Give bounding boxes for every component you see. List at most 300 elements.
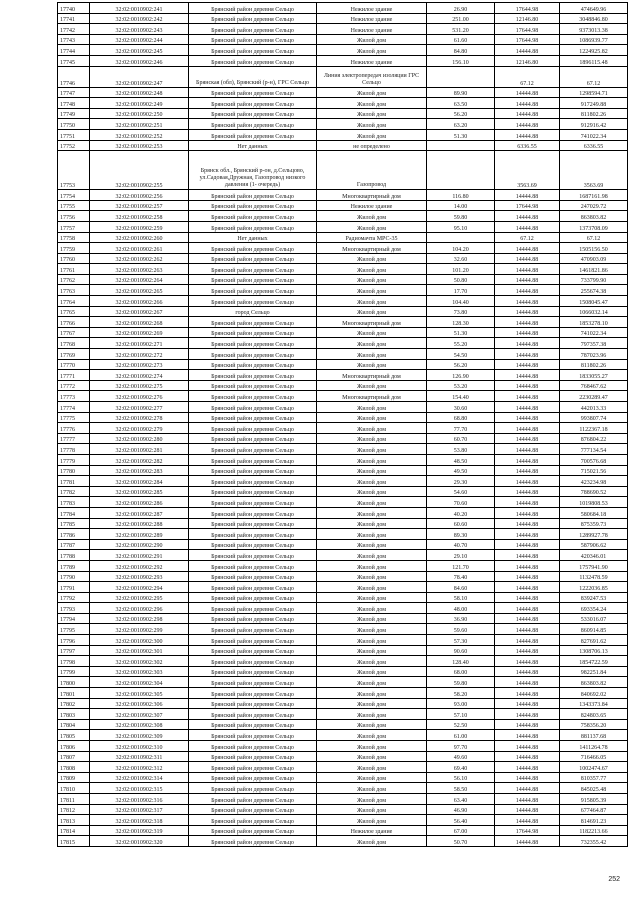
cell-row-number: 17759 [58,243,90,254]
cell-object-type: Жилой дом [317,550,427,561]
cell-area: 70.60 [427,497,495,508]
cell-cadastral-number: 32:02:0010902:301 [90,645,189,656]
cell-area: 154.40 [427,391,495,402]
cell-specific-value: 14444.88 [495,444,560,455]
cell-address: Брянский район деревня Сельцо [189,730,317,741]
cell-address: Брянский район деревня Сельцо [189,804,317,815]
cell-object-type: Радиомачта МРС-35 [317,232,427,243]
cell-specific-value: 14444.88 [495,349,560,360]
cell-cadastral-number: 32:02:0010902:316 [90,793,189,804]
cell-row-number: 17774 [58,402,90,413]
cell-area: 251.00 [427,13,495,24]
cell-area: 121.70 [427,560,495,571]
cell-specific-value: 14444.88 [495,793,560,804]
cell-row-number: 17763 [58,285,90,296]
cell-cadastral-value: 1411264.78 [560,741,628,752]
table-row [58,285,628,296]
cell-row-number: 17802 [58,698,90,709]
cell-cadastral-value: 587906.62 [560,539,628,550]
cell-specific-value: 14444.88 [495,359,560,370]
cell-specific-value: 12146.80 [495,13,560,24]
cell-specific-value: 14444.88 [495,243,560,254]
cell-row-number: 17789 [58,560,90,571]
cell-row-number: 17815 [58,836,90,847]
cell-row-number: 17797 [58,645,90,656]
table-row [58,349,628,360]
cell-address: Брянский район деревня Сельцо [189,243,317,254]
cell-cadastral-value: 1343373.84 [560,698,628,709]
cell-cadastral-value: 839247.53 [560,592,628,603]
cell-specific-value: 14444.88 [495,698,560,709]
table-row [58,582,628,593]
cell-object-type: Жилой дом [317,751,427,762]
cell-area: 59.60 [427,624,495,635]
cell-cadastral-number: 32:02:0010902:265 [90,285,189,296]
cell-address: Брянский район деревня Сельцо [189,338,317,349]
cell-row-number: 17801 [58,688,90,699]
cell-cadastral-value: 912916.42 [560,119,628,130]
cell-object-type: Жилой дом [317,476,427,487]
cell-cadastral-number: 32:02:0010902:300 [90,635,189,646]
cell-row-number: 17748 [58,98,90,109]
cell-cadastral-number: 32:02:0010902:291 [90,550,189,561]
table-row [58,274,628,285]
cell-object-type: Жилой дом [317,359,427,370]
cell-object-type: Жилой дом [317,762,427,773]
cell-object-type: Жилой дом [317,338,427,349]
cell-object-type: Жилой дом [317,677,427,688]
cell-cadastral-number: 32:02:0010902:242 [90,13,189,24]
cell-row-number: 17788 [58,550,90,561]
cell-object-type: Жилой дом [317,306,427,317]
table-row [58,34,628,45]
cell-specific-value: 14444.88 [495,804,560,815]
cell-cadastral-value: 423234.98 [560,476,628,487]
cell-address: Брянский район деревня Сельцо [189,221,317,232]
cell-area: 32.60 [427,253,495,264]
cell-object-type: Жилой дом [317,412,427,423]
cell-row-number: 17787 [58,539,90,550]
cell-cadastral-number: 32:02:0010902:271 [90,338,189,349]
cell-area: 97.70 [427,741,495,752]
cell-cadastral-number: 32:02:0010902:264 [90,274,189,285]
cell-row-number: 17753 [58,151,90,190]
cell-cadastral-number: 32:02:0010902:303 [90,666,189,677]
cell-address: Брянский район деревня Сельцо [189,34,317,45]
cell-cadastral-number: 32:02:0010902:243 [90,24,189,35]
cell-specific-value: 14444.88 [495,730,560,741]
cell-cadastral-value: 1182213.66 [560,825,628,836]
cell-object-type: Жилой дом [317,486,427,497]
cell-specific-value: 14444.88 [495,211,560,222]
cell-cadastral-value: 255674.38 [560,285,628,296]
cell-row-number: 17764 [58,296,90,307]
cell-address: Брянский район деревня Сельцо [189,635,317,646]
cell-cadastral-number: 32:02:0010902:253 [90,140,189,151]
cell-row-number: 17779 [58,454,90,465]
cell-area: 48.50 [427,454,495,465]
table-row [58,730,628,741]
cell-object-type: Жилой дом [317,402,427,413]
cell-row-number: 17796 [58,635,90,646]
cell-row-number: 17793 [58,603,90,614]
table-row [58,507,628,518]
cell-area: 63.50 [427,98,495,109]
cell-object-type: Жилой дом [317,87,427,98]
cell-cadastral-number: 32:02:0010902:299 [90,624,189,635]
cell-object-type: Жилой дом [317,539,427,550]
table-row [58,804,628,815]
cell-row-number: 17791 [58,582,90,593]
cell-object-type: Многоквартирный дом [317,190,427,201]
cell-cadastral-number: 32:02:0010902:305 [90,688,189,699]
cell-object-type: Нежилое здание [317,13,427,24]
cell-object-type: Жилой дом [317,592,427,603]
cell-object-type: Многоквартирный дом [317,317,427,328]
cell-object-type: Жилой дом [317,783,427,794]
table-row [58,98,628,109]
cell-cadastral-number: 32:02:0010902:274 [90,370,189,381]
cell-area: 59.80 [427,211,495,222]
cell-area: 58.50 [427,783,495,794]
cell-area: 531.20 [427,24,495,35]
table-row [58,359,628,370]
cell-specific-value: 12146.80 [495,55,560,66]
cell-address: город Сельцо [189,306,317,317]
table-row [58,338,628,349]
cell-specific-value: 67.12 [495,66,560,87]
table-row [58,560,628,571]
cell-address: Брянский район деревня Сельцо [189,486,317,497]
cell-object-type: Нежилое здание [317,24,427,35]
cell-area: 77.70 [427,423,495,434]
cell-row-number: 17767 [58,327,90,338]
cell-object-type: Жилой дом [317,719,427,730]
cell-object-type: Жилой дом [317,635,427,646]
cell-address: Брянский район деревня Сельцо [189,688,317,699]
table-row [58,87,628,98]
cell-row-number: 17805 [58,730,90,741]
cell-row-number: 17785 [58,518,90,529]
cell-row-number: 17772 [58,380,90,391]
table-row [58,815,628,826]
cell-specific-value: 14444.88 [495,129,560,140]
cell-cadastral-value: 863803.82 [560,211,628,222]
cell-cadastral-value: 758356.20 [560,719,628,730]
cell-row-number: 17780 [58,465,90,476]
cell-area: 36.90 [427,613,495,624]
cell-area [427,140,495,151]
cell-object-type: Жилой дом [317,603,427,614]
cell-address: Брянский район деревня Сельцо [189,677,317,688]
cell-specific-value: 14444.88 [495,592,560,603]
cell-cadastral-number: 32:02:0010902:263 [90,264,189,275]
cell-row-number: 17786 [58,529,90,540]
cell-area: 52.50 [427,719,495,730]
cell-address: Брянский район деревня Сельцо [189,87,317,98]
table-row [58,296,628,307]
cell-cadastral-value: 1687161.98 [560,190,628,201]
table-row [58,200,628,211]
cell-specific-value: 14444.88 [495,45,560,56]
cell-row-number: 17782 [58,486,90,497]
cell-specific-value: 14444.88 [495,550,560,561]
cell-address: Брянский район деревня Сельцо [189,108,317,119]
cell-cadastral-number: 32:02:0010902:268 [90,317,189,328]
cell-address: Брянский район деревня Сельцо [189,741,317,752]
table-row [58,264,628,275]
cell-cadastral-value: 1002474.67 [560,762,628,773]
cell-address: Брянский район деревня Сельцо [189,129,317,140]
cell-object-type: Жилой дом [317,221,427,232]
cell-row-number: 17750 [58,119,90,130]
cell-cadastral-number: 32:02:0010902:288 [90,518,189,529]
cell-cadastral-number: 32:02:0010902:286 [90,497,189,508]
cell-cadastral-number: 32:02:0010902:289 [90,529,189,540]
cell-cadastral-value: 797357.38 [560,338,628,349]
cell-cadastral-value: 881137.68 [560,730,628,741]
cell-object-type: не определено [317,140,427,151]
cell-object-type: Жилой дом [317,465,427,476]
cell-specific-value: 14444.88 [495,253,560,264]
table-row [58,232,628,243]
cell-row-number: 17784 [58,507,90,518]
cell-cadastral-number: 32:02:0010902:277 [90,402,189,413]
cell-area: 46.90 [427,804,495,815]
cell-area: 90.60 [427,645,495,656]
cell-object-type: Жилой дом [317,108,427,119]
cell-cadastral-number: 32:02:0010902:319 [90,825,189,836]
cell-cadastral-value: 811802.26 [560,108,628,119]
cell-cadastral-value: 840692.02 [560,688,628,699]
cell-object-type: Жилой дом [317,285,427,296]
cell-cadastral-value: 3563.69 [560,151,628,190]
cell-cadastral-value: 863803.82 [560,677,628,688]
cell-address: Брянский район деревня Сельцо [189,539,317,550]
cell-area: 29.30 [427,476,495,487]
cell-cadastral-value: 1896115.48 [560,55,628,66]
cell-specific-value: 14444.88 [495,402,560,413]
cell-cadastral-number: 32:02:0010902:304 [90,677,189,688]
cell-area: 53.80 [427,444,495,455]
cell-cadastral-number: 32:02:0010902:256 [90,190,189,201]
cell-address: Брянский район деревня Сельцо [189,698,317,709]
cell-object-type: Нежилое здание [317,200,427,211]
table-row [58,444,628,455]
cell-area: 54.50 [427,349,495,360]
cell-row-number: 17742 [58,24,90,35]
cell-row-number: 17798 [58,656,90,667]
cell-cadastral-number: 32:02:0010902:257 [90,200,189,211]
cell-row-number: 17754 [58,190,90,201]
cell-address: Брянский район деревня Сельцо [189,433,317,444]
cell-object-type: Жилой дом [317,571,427,582]
cell-object-type: Жилой дом [317,444,427,455]
cell-row-number: 17751 [58,129,90,140]
cell-cadastral-value: 824803.65 [560,709,628,720]
cell-area: 57.30 [427,635,495,646]
cell-area: 68.80 [427,412,495,423]
cell-area: 63.20 [427,119,495,130]
table-row [58,571,628,582]
cell-cadastral-value: 1757941.90 [560,560,628,571]
cell-area: 51.30 [427,327,495,338]
table-row [58,253,628,264]
cell-row-number: 17760 [58,253,90,264]
cell-specific-value: 14444.88 [495,539,560,550]
table-row [58,433,628,444]
cell-cadastral-value: 67.12 [560,232,628,243]
cell-cadastral-value: 810357.77 [560,772,628,783]
cell-cadastral-value: 733799.90 [560,274,628,285]
cell-cadastral-number: 32:02:0010902:290 [90,539,189,550]
cell-row-number: 17778 [58,444,90,455]
cell-row-number: 17740 [58,3,90,14]
cell-object-type: Нежилое здание [317,55,427,66]
cell-specific-value: 14444.88 [495,603,560,614]
cell-cadastral-number: 32:02:0010902:258 [90,211,189,222]
cell-area: 50.70 [427,836,495,847]
cell-address: Брянский район деревня Сельцо [189,571,317,582]
cell-object-type: Жилой дом [317,624,427,635]
cell-specific-value: 14444.88 [495,709,560,720]
cell-area: 84.60 [427,582,495,593]
cell-cadastral-value: 420346.01 [560,550,628,561]
cell-area: 59.80 [427,677,495,688]
cell-cadastral-value: 860914.85 [560,624,628,635]
cell-specific-value: 14444.88 [495,296,560,307]
table-row [58,24,628,35]
cell-cadastral-number: 32:02:0010902:302 [90,656,189,667]
table-row [58,402,628,413]
cell-cadastral-value: 876804.22 [560,433,628,444]
cell-address: Брянский район деревня Сельцо [189,380,317,391]
cell-cadastral-value: 811802.26 [560,359,628,370]
cell-address: Брянский район деревня Сельцо [189,719,317,730]
cell-row-number: 17803 [58,709,90,720]
cell-area: 68.00 [427,666,495,677]
table-row [58,709,628,720]
cell-object-type: Нежилое здание [317,3,427,14]
table-row [58,825,628,836]
cell-cadastral-number: 32:02:0010902:310 [90,741,189,752]
cell-specific-value: 14444.88 [495,465,560,476]
cell-cadastral-number: 32:02:0010902:269 [90,327,189,338]
cell-row-number: 17744 [58,45,90,56]
cell-address: Брянский район деревня Сельцо [189,465,317,476]
cell-cadastral-value: 1086939.77 [560,34,628,45]
cell-specific-value: 14444.88 [495,783,560,794]
cell-cadastral-number: 32:02:0010902:244 [90,34,189,45]
cell-cadastral-number: 32:02:0010902:314 [90,772,189,783]
table-row [58,454,628,465]
cell-area: 61.00 [427,730,495,741]
cell-cadastral-value: 470903.09 [560,253,628,264]
table-row [58,613,628,624]
cell-cadastral-value: 1066032.14 [560,306,628,317]
cell-cadastral-value: 788690.52 [560,486,628,497]
cell-cadastral-number: 32:02:0010902:298 [90,613,189,624]
cell-specific-value: 14444.88 [495,433,560,444]
table-row [58,836,628,847]
cell-address: Брянский район деревня Сельцо [189,45,317,56]
table-row [58,3,628,14]
cell-row-number: 17813 [58,815,90,826]
cell-row-number: 17761 [58,264,90,275]
cell-specific-value: 14444.88 [495,454,560,465]
cell-area: 156.10 [427,55,495,66]
cell-cadastral-number: 32:02:0010902:308 [90,719,189,730]
table-row [58,762,628,773]
cell-address: Брянская (обл), Брянский (р-н), ГРС Сельцо [189,66,317,87]
cell-row-number: 17773 [58,391,90,402]
cell-cadastral-number: 32:02:0010902:245 [90,45,189,56]
cell-cadastral-number: 32:02:0010902:309 [90,730,189,741]
table-row [58,529,628,540]
cell-row-number: 17807 [58,751,90,762]
cell-area: 58.20 [427,688,495,699]
cell-area [427,151,495,190]
table-row [58,751,628,762]
cell-specific-value: 14444.88 [495,815,560,826]
cell-area: 54.60 [427,486,495,497]
table-row [58,783,628,794]
cell-specific-value: 14444.88 [495,645,560,656]
cell-area: 56.20 [427,108,495,119]
cell-specific-value: 14444.88 [495,87,560,98]
cell-specific-value: 14444.88 [495,108,560,119]
cell-area: 56.40 [427,815,495,826]
cell-area: 104.40 [427,296,495,307]
table-row [58,497,628,508]
cell-specific-value: 14444.88 [495,391,560,402]
table-row [58,698,628,709]
cell-specific-value: 14444.88 [495,380,560,391]
cell-area: 104.20 [427,243,495,254]
cell-cadastral-number: 32:02:0010902:315 [90,783,189,794]
cell-address: Брянский район деревня Сельцо [189,13,317,24]
cell-row-number: 17757 [58,221,90,232]
cell-object-type: Жилой дом [317,698,427,709]
cell-cadastral-number: 32:02:0010902:261 [90,243,189,254]
cell-area: 29.10 [427,550,495,561]
cell-cadastral-value: 741022.34 [560,129,628,140]
cell-cadastral-value: 741022.34 [560,327,628,338]
cell-cadastral-number: 32:02:0010902:285 [90,486,189,497]
cell-specific-value: 14444.88 [495,677,560,688]
cell-address: Брянский район деревня Сельцо [189,98,317,109]
cell-cadastral-value: 827691.62 [560,635,628,646]
cell-cadastral-number: 32:02:0010902:312 [90,762,189,773]
cell-address: Брянский район деревня Сельцо [189,603,317,614]
table-row [58,539,628,550]
table-row [58,719,628,730]
cell-cadastral-value: 2230289.47 [560,391,628,402]
cell-area: 93.00 [427,698,495,709]
cell-address: Брянский район деревня Сельцо [189,24,317,35]
cell-object-type: Жилой дом [317,688,427,699]
cell-row-number: 17775 [58,412,90,423]
cell-specific-value: 17644.98 [495,34,560,45]
cell-object-type: Многоквартирный дом [317,370,427,381]
table-row [58,666,628,677]
cell-address: Брянский район деревня Сельцо [189,762,317,773]
cell-specific-value: 14444.88 [495,497,560,508]
cell-address: Брянский район деревня Сельцо [189,200,317,211]
cell-object-type: Жилой дом [317,529,427,540]
cell-cadastral-value: 1308706.13 [560,645,628,656]
table-row [58,306,628,317]
